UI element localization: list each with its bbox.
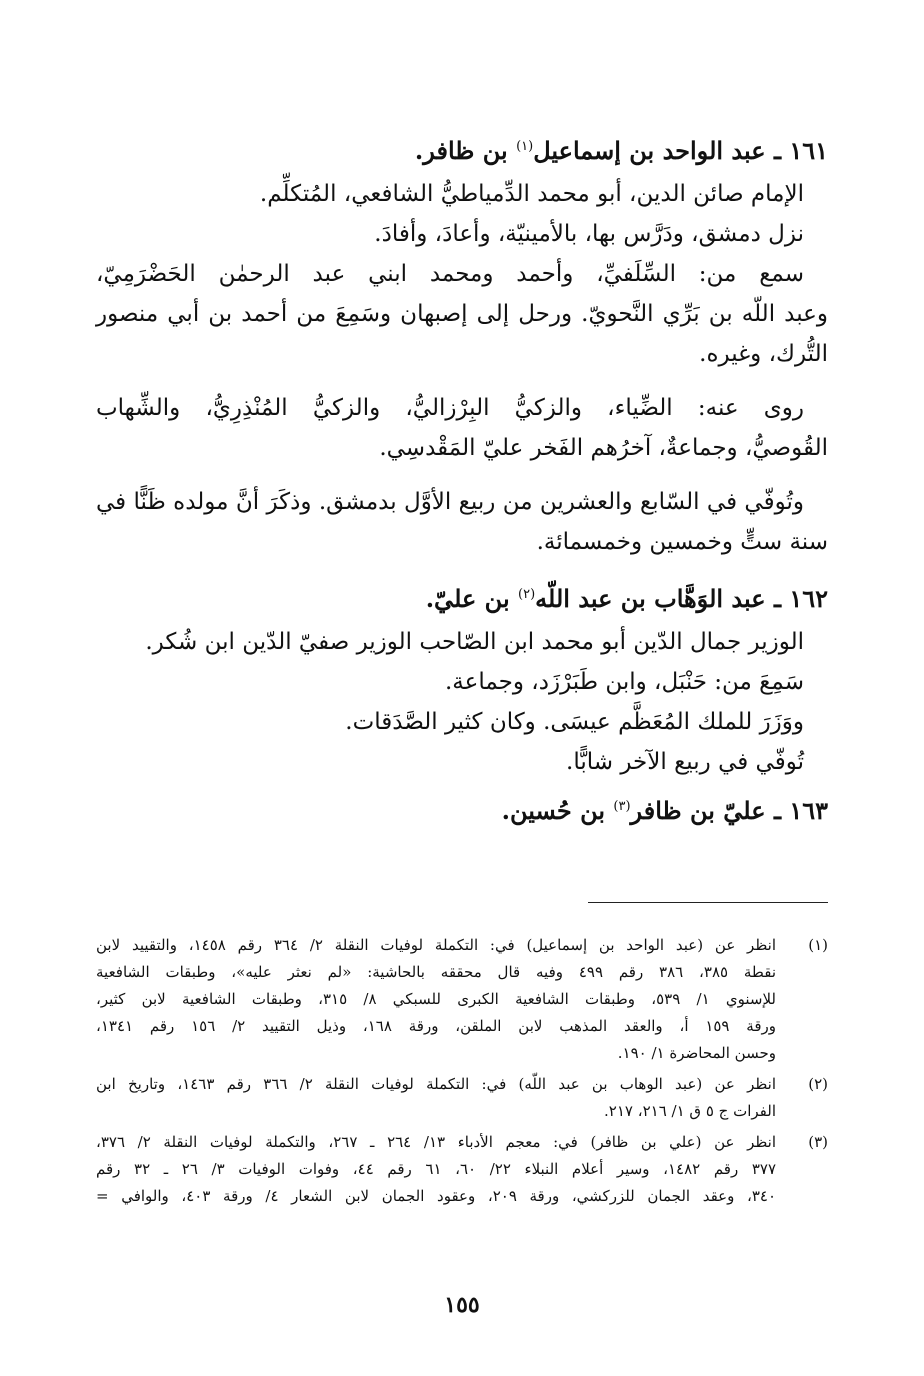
footnote-line: الفرات ج ٥ ق ١/ ٢١٦، ٢١٧. [604, 1102, 776, 1120]
text-line: وتُوفّي في السّابع والعشرين من ربيع الأوَّل بدمشق. وذكَرَ أنَّ مولده ظَنًّا في [96, 489, 804, 515]
footnote-line: انظر عن (علي بن ظافر) في: معجم الأدباء ١٣/ ٢٦٤ ـ ٢٦٧، والتكملة لوفيات النقلة ٢/ ٣٧٦، [96, 1133, 776, 1151]
dash: ـ [773, 136, 781, 165]
footnote-line: انظر عن (عبد الواحد بن إسماعيل) في: التكملة لوفيات النقلة ٢/ ٣٦٤ رقم ١٤٥٨، والتقييد لابن [96, 936, 776, 954]
footnote-ref[interactable]: (٢) [518, 587, 536, 602]
text-line: روى عنه: الضِّياء، والزكيُّ البِرْزاليُّ، والزكيُّ المُنْذِرِيُّ، والشِّهاب [96, 395, 804, 421]
footnote-ref[interactable]: (٣) [613, 799, 631, 814]
dash: ـ [773, 584, 781, 613]
footnote-1 [96, 932, 828, 1067]
footnote-line: للإسنوي ١/ ٥٣٩، وطبقات الشافعية الكبرى للسبكي ٨/ ٣١٥، وطبقات الشافعية لابن كثير، [96, 990, 776, 1008]
footnote-number: (١) [808, 936, 828, 954]
text-line: تُوفّي في ربيع الآخر شابًّا. [566, 749, 804, 775]
footnote-number: (٣) [808, 1133, 828, 1151]
text-line: سَمِعَ من: حَنْبَل، وابن طَبَرْزَد، وجماعة. [445, 669, 804, 695]
footnote-line: ورقة ١٥٩ أ، والعقد المذهب لابن الملقن، ورقة ١٦٨، وذيل التقييد ٢/ ١٥٦ رقم ١٣٤١، [96, 1017, 776, 1035]
text-line: وعبد اللّه بن بَرِّي النَّحويّ. ورحل إلى إصبهان وسَمِعَ من أحمد بن أبي منصور [96, 301, 828, 327]
text-line: ووَزَرَ للملك المُعَظَّم عيسَى. وكان كثير الصَّدَقات. [345, 709, 804, 735]
entry-number: ١٦٢ [789, 584, 828, 613]
footnote-line: ٣٧٧ رقم ١٤٨٢، وسير أعلام النبلاء ٢٢/ ٦٠، ٦١ رقم ٤٤، وفوات الوفيات ٣/ ٢٦ ـ ٣٢ رقم [96, 1160, 776, 1178]
footnotes [96, 932, 828, 1214]
entry-name: عليّ بن ظافر [630, 796, 766, 825]
text-line: القُوصيُّ، وجماعةٌ، آخرُهم الفَخر عليّ المَقْدسِي. [379, 435, 828, 461]
entry-number: ١٦٣ [789, 796, 828, 825]
footnote-number: (٢) [808, 1075, 828, 1093]
footnote-separator [588, 902, 828, 903]
text-line: نزل دمشق، ودَرَّس بها، بالأمينيّة، وأعادَ، وأفادَ. [374, 221, 804, 247]
entry-name-tail: بن عليّ. [425, 584, 510, 613]
entry-heading-163 [96, 788, 828, 834]
footnote-3 [96, 1129, 828, 1210]
footnote-line: وحسن المحاضرة ١/ ١٩٠. [617, 1044, 776, 1062]
text-line: الإمام صائن الدين، أبو محمد الدِّمياطيُّ الشافعي، المُتكلِّم. [259, 181, 804, 207]
text-line: التُّرك، وغيره. [699, 341, 828, 367]
footnote-line: ٣٤٠، وعقد الجمان للزركشي، ورقة ٢٠٩، وعقود الجمان لابن الشعار ٤/ ورقة ٤٠٣، والوافي = [96, 1187, 776, 1205]
dash: ـ [773, 796, 781, 825]
entry-name-tail: بن حُسين. [501, 796, 606, 825]
entry-name-tail: بن ظافر. [414, 136, 508, 165]
text-line: الوزير جمال الدّين أبو محمد ابن الصّاحب الوزير صفيّ الدّين ابن شُكر. [145, 629, 804, 655]
footnote-line: انظر عن (عبد الوهاب بن عبد اللّه) في: التكملة لوفيات النقلة ٢/ ٣٦٦ رقم ١٤٦٣، وتاريخ ابن [96, 1075, 777, 1093]
page-number: ١٥٥ [444, 1292, 480, 1318]
footnote-ref[interactable]: (١) [516, 139, 534, 154]
text-line: سمع من: السِّلَفيِّ، وأحمد ومحمد ابني عبد الرحمٰن الحَضْرَمِيّ، [96, 261, 804, 287]
entry-heading-162 [96, 576, 828, 622]
main-text [96, 128, 828, 834]
entry-name: عبد الواحد بن إسماعيل [533, 136, 766, 165]
entry-name: عبد الوَهَّاب بن عبد اللّه [535, 584, 766, 613]
footnote-2 [96, 1071, 828, 1125]
text-line: سنة ستٍّ وخمسين وخمسمائة. [536, 529, 828, 555]
entry-number: ١٦١ [789, 136, 828, 165]
entry-heading-161 [96, 128, 828, 174]
footnote-line: نقطة ٣٨٥، ٣٨٦ رقم ٤٩٩ وفيه قال محققه بالحاشية: «لم نعثر عليه»، وطبقات الشافعية [96, 963, 776, 981]
